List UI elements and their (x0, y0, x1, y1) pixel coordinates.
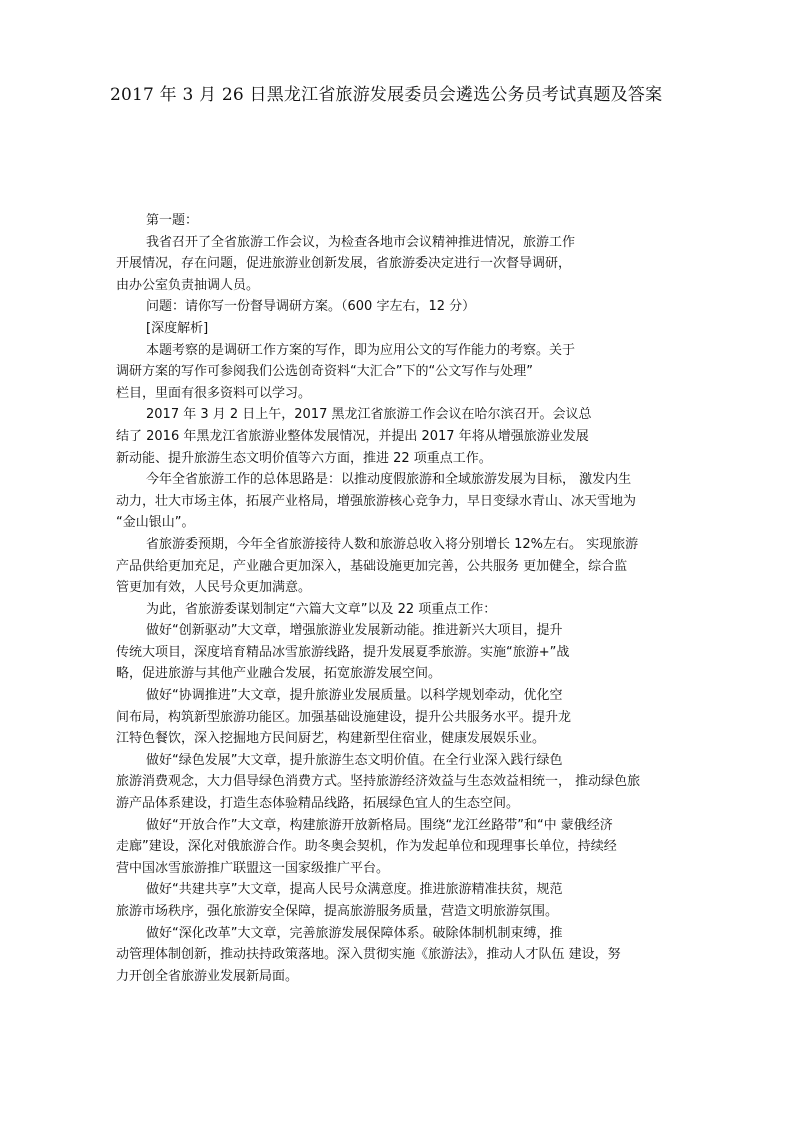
text-line: 动管理体制创新，推动扶持政策落地。深入贯彻实施《旅游法》，推动人才队伍 建设，努 (116, 947, 621, 963)
text-line: 营中国冰雪旅游推广联盟这一国家级推广平台。 (116, 860, 390, 876)
text-line: [深度解析] (146, 320, 209, 336)
text-line: 开展情况，存在问题，促进旅游业创新发展，省旅游委决定进行一次督导调研， (116, 256, 572, 272)
text-line: 传统大项目，深度培育精品冰雪旅游线路，提升发展夏季旅游。实施“旅游+”战 (116, 644, 570, 660)
text-line: 今年全省旅游工作的总体思路是：以推动度假旅游和全域旅游发展为目标， 激发内生 (146, 472, 632, 488)
document-title: 2017 年 3 月 26 日黑龙江省旅游发展委员会遴选公务员考试真题及答案 (110, 85, 663, 105)
text-line: 江特色餐饮，深入挖掘地方民间厨艺，构建新型住宿业，健康发展娱乐业。 (116, 731, 546, 747)
text-line: 产品供给更加充足，产业融合更加深入，基础设施更加完善，公共服务 更加健全，综合监 (116, 558, 628, 574)
text-line: 旅游消费观念，大力倡导绿色消费方式。坚持旅游经济效益与生态效益相统一， 推动绿色旅 (116, 774, 641, 790)
text-line: 为此，省旅游委谋划制定“六篇大文章”以及 22 项重点工作： (146, 601, 497, 617)
text-line: 力开创全省旅游业发展新局面。 (116, 968, 299, 984)
text-line: 管更加有效，人民号众更加满意。 (116, 580, 312, 596)
text-line: 结了 2016 年黑龙江省旅游业整体发展情况，并提出 2017 年将从增强旅游业发展 (116, 428, 589, 444)
document-body (112, 210, 692, 987)
text-line: 动力，壮大市场主体，拓展产业格局，增强旅游核心竞争力，早日变绿水青山、冰天雪地为 (116, 493, 637, 509)
text-line: 第一题： (146, 213, 199, 228)
text-line: 做好“创新驱动”大文章，增强旅游业发展新动能。推进新兴大项目，提升 (146, 623, 563, 639)
text-line: 游产品体系建设，打造生态体验精品线路，拓展绿色宜人的生态空间。 (116, 796, 520, 812)
text-line: 走廊”建设，深化对俄旅游合作。助冬奥会契机，作为发起单位和现理事长单位，持续经 (116, 839, 617, 855)
text-line: 由办公室负责抽调人员。 (116, 277, 260, 293)
text-line: 栏目，里面有很多资料可以学习。 (116, 385, 312, 401)
text-line: 新动能、提升旅游生态文明价值等六方面，推进 22 项重点工作。 (116, 450, 492, 466)
text-line: 调研方案的写作可参阅我们公选创奇资料“大汇合”下的“公文写作与处理” (116, 364, 533, 380)
text-line: “金山银山”。 (116, 515, 195, 531)
text-line: 我省召开了全省旅游工作会议，为检查各地市会议精神推进情况，旅游工作 (146, 234, 576, 250)
text-line: 做好“绿色发展”大文章，提升旅游生态文明价值。在全行业深入践行绿色 (146, 752, 563, 768)
text-line: 旅游市场秩序，强化旅游安全保障，提高旅游服务质量，营造文明旅游氛围。 (116, 904, 559, 919)
text-line: 略，促进旅游与其他产业融合发展，拓宽旅游发展空间。 (116, 666, 442, 682)
text-line: 2017 年 3 月 2 日上午，2017 黑龙江省旅游工作会议在哈尔滨召开。会议总 (146, 407, 592, 423)
text-line: 问题：请你写一份督导调研方案。（600 字左右，12 分） (146, 299, 476, 315)
text-line: 做好“协调推进”大文章，提升旅游业发展质量。以科学规划牵动，优化空 (146, 688, 563, 704)
text-line: 间布局，构筑新型旅游功能区。加强基础设施建设，提升公共服务水平。提升龙 (116, 709, 572, 725)
text-line: 做好“深化改革”大文章，完善旅游发展保障体系。破除体制机制束缚，推 (146, 925, 563, 941)
text-line: 本题考察的是调研工作方案的写作，即为应用公文的写作能力的考察。关于 (146, 342, 576, 358)
text-line: 做好“共建共享”大文章，提高人民号众满意度。推进旅游精准扶贫，规范 (146, 882, 563, 898)
text-line: 做好“开放合作”大文章，构建旅游开放新格局。围绕“龙江丝路带”和“中 蒙俄经济 (146, 817, 613, 833)
text-line: 省旅游委预期，今年全省旅游接待人数和旅游总收入将分别增长 12%左右。 实现旅游 (146, 536, 639, 552)
